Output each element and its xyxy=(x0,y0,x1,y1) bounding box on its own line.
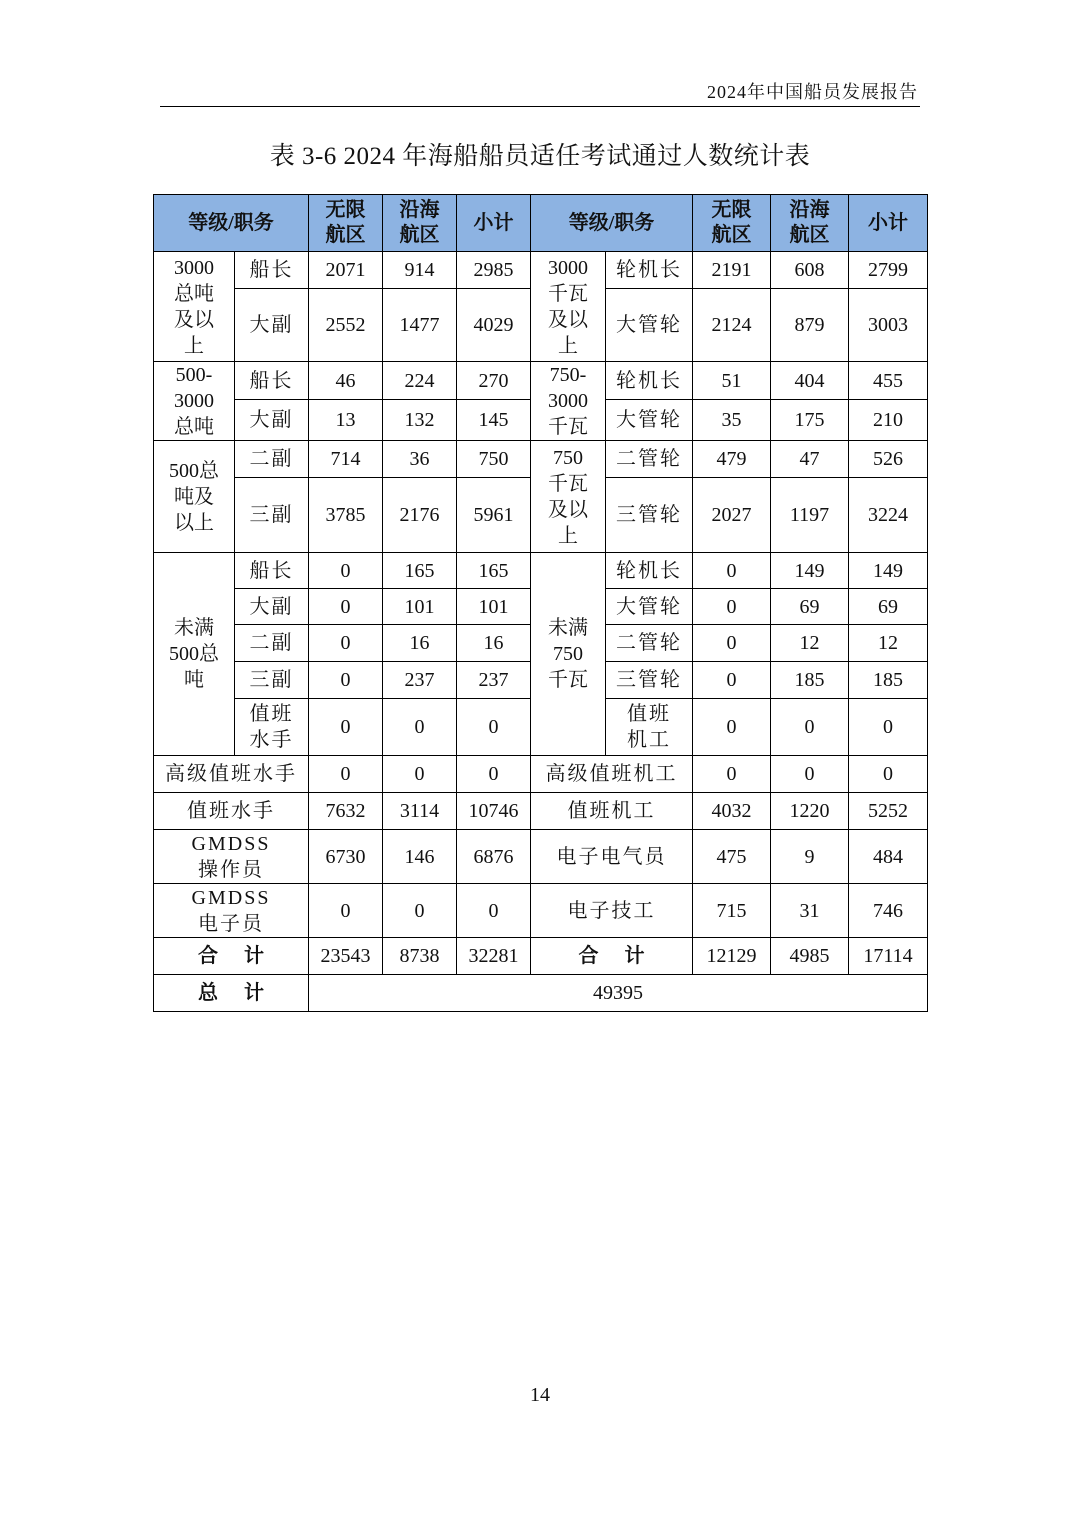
value-cell: 404 xyxy=(771,362,849,400)
deck-position: 船长 xyxy=(235,362,309,400)
deck-rating-label: 高级值班水手 xyxy=(154,756,309,793)
table-row xyxy=(154,884,928,938)
deck-tonnage-group: 500总 吨及 以上 xyxy=(154,441,235,553)
value-cell: 3785 xyxy=(309,478,383,553)
value-cell: 0 xyxy=(849,699,928,756)
value-cell: 2071 xyxy=(309,252,383,289)
engine-rating-label: 值班机工 xyxy=(531,793,693,830)
value-cell: 101 xyxy=(383,589,457,625)
value-cell: 0 xyxy=(383,884,457,938)
value-cell: 149 xyxy=(849,553,928,589)
total-label: 合计 xyxy=(154,938,309,975)
value-cell: 0 xyxy=(849,756,928,793)
value-cell: 0 xyxy=(457,756,531,793)
value-cell: 7632 xyxy=(309,793,383,830)
value-cell: 224 xyxy=(383,362,457,400)
engine-position: 大管轮 xyxy=(606,589,693,625)
value-cell: 149 xyxy=(771,553,849,589)
engine-position: 三管轮 xyxy=(606,478,693,553)
value-cell: 0 xyxy=(383,699,457,756)
value-cell: 9 xyxy=(771,830,849,884)
table-row xyxy=(154,553,928,589)
deck-rating-label: GMDSS 电子员 xyxy=(154,884,309,938)
deck-rating-label: GMDSS 操作员 xyxy=(154,830,309,884)
header-rule xyxy=(160,106,920,107)
value-cell: 146 xyxy=(383,830,457,884)
value-cell: 0 xyxy=(693,699,771,756)
value-cell: 0 xyxy=(771,756,849,793)
total-value: 4985 xyxy=(771,938,849,975)
deck-position: 大副 xyxy=(235,589,309,625)
deck-position: 三副 xyxy=(235,478,309,553)
value-cell: 3003 xyxy=(849,289,928,362)
value-cell: 608 xyxy=(771,252,849,289)
value-cell: 5252 xyxy=(849,793,928,830)
value-cell: 12 xyxy=(771,625,849,662)
total-label: 合计 xyxy=(531,938,693,975)
header-subtotal: 小计 xyxy=(457,195,531,252)
value-cell: 175 xyxy=(771,400,849,441)
engine-power-group: 750- 3000 千瓦 xyxy=(531,362,606,441)
deck-rating-label: 值班水手 xyxy=(154,793,309,830)
value-cell: 31 xyxy=(771,884,849,938)
deck-position: 船长 xyxy=(235,553,309,589)
value-cell: 0 xyxy=(309,662,383,699)
engine-position: 大管轮 xyxy=(606,400,693,441)
total-value: 8738 xyxy=(383,938,457,975)
value-cell: 69 xyxy=(849,589,928,625)
engine-power-group: 3000 千瓦 及以 上 xyxy=(531,252,606,362)
table-row xyxy=(154,830,928,884)
value-cell: 4029 xyxy=(457,289,531,362)
value-cell: 47 xyxy=(771,441,849,478)
deck-position: 三副 xyxy=(235,662,309,699)
total-value: 32281 xyxy=(457,938,531,975)
value-cell: 484 xyxy=(849,830,928,884)
value-cell: 1197 xyxy=(771,478,849,553)
value-cell: 0 xyxy=(693,553,771,589)
header-subtotal: 小计 xyxy=(849,195,928,252)
value-cell: 10746 xyxy=(457,793,531,830)
value-cell: 475 xyxy=(693,830,771,884)
value-cell: 5961 xyxy=(457,478,531,553)
value-cell: 2027 xyxy=(693,478,771,553)
table-row xyxy=(154,938,928,975)
value-cell: 165 xyxy=(383,553,457,589)
grand-total-value: 49395 xyxy=(309,975,928,1012)
deck-tonnage-group: 3000 总吨 及以 上 xyxy=(154,252,235,362)
value-cell: 46 xyxy=(309,362,383,400)
engine-position: 轮机长 xyxy=(606,553,693,589)
value-cell: 0 xyxy=(457,699,531,756)
value-cell: 0 xyxy=(693,625,771,662)
engine-position: 大管轮 xyxy=(606,289,693,362)
value-cell: 270 xyxy=(457,362,531,400)
exam-pass-table xyxy=(153,194,928,1012)
deck-position: 大副 xyxy=(235,289,309,362)
value-cell: 16 xyxy=(383,625,457,662)
value-cell: 210 xyxy=(849,400,928,441)
value-cell: 715 xyxy=(693,884,771,938)
value-cell: 455 xyxy=(849,362,928,400)
value-cell: 0 xyxy=(309,756,383,793)
deck-position: 值班 水手 xyxy=(235,699,309,756)
running-header: 2024年中国船员发展报告 xyxy=(707,82,918,102)
value-cell: 2176 xyxy=(383,478,457,553)
header-unlimited-area: 无限 航区 xyxy=(693,195,771,252)
engine-power-group: 未满 750 千瓦 xyxy=(531,553,606,756)
value-cell: 879 xyxy=(771,289,849,362)
table-row xyxy=(154,441,928,478)
value-cell: 101 xyxy=(457,589,531,625)
value-cell: 0 xyxy=(693,756,771,793)
table-row xyxy=(154,975,928,1012)
value-cell: 145 xyxy=(457,400,531,441)
value-cell: 6730 xyxy=(309,830,383,884)
header-grade-duty: 等级/职务 xyxy=(154,195,309,252)
value-cell: 2985 xyxy=(457,252,531,289)
value-cell: 237 xyxy=(383,662,457,699)
deck-position: 二副 xyxy=(235,441,309,478)
value-cell: 185 xyxy=(849,662,928,699)
deck-position: 二副 xyxy=(235,625,309,662)
value-cell: 0 xyxy=(309,553,383,589)
value-cell: 3114 xyxy=(383,793,457,830)
value-cell: 4032 xyxy=(693,793,771,830)
deck-tonnage-group: 未满 500总 吨 xyxy=(154,553,235,756)
engine-position: 轮机长 xyxy=(606,252,693,289)
table-caption: 表 3-6 2024 年海船船员适任考试通过人数统计表 xyxy=(269,143,811,170)
value-cell: 1477 xyxy=(383,289,457,362)
header-grade-duty: 等级/职务 xyxy=(531,195,693,252)
deck-position: 船长 xyxy=(235,252,309,289)
value-cell: 165 xyxy=(457,553,531,589)
deck-position: 大副 xyxy=(235,400,309,441)
value-cell: 746 xyxy=(849,884,928,938)
value-cell: 185 xyxy=(771,662,849,699)
engine-position: 轮机长 xyxy=(606,362,693,400)
value-cell: 914 xyxy=(383,252,457,289)
engine-rating-label: 电子技工 xyxy=(531,884,693,938)
engine-rating-label: 电子电气员 xyxy=(531,830,693,884)
value-cell: 0 xyxy=(457,884,531,938)
value-cell: 2552 xyxy=(309,289,383,362)
total-value: 12129 xyxy=(693,938,771,975)
grand-total-label: 总计 xyxy=(154,975,309,1012)
value-cell: 714 xyxy=(309,441,383,478)
engine-position: 二管轮 xyxy=(606,441,693,478)
value-cell: 0 xyxy=(693,662,771,699)
table-row xyxy=(154,793,928,830)
value-cell: 36 xyxy=(383,441,457,478)
engine-position: 三管轮 xyxy=(606,662,693,699)
value-cell: 1220 xyxy=(771,793,849,830)
deck-tonnage-group: 500- 3000 总吨 xyxy=(154,362,235,441)
value-cell: 479 xyxy=(693,441,771,478)
value-cell: 6876 xyxy=(457,830,531,884)
engine-power-group: 750 千瓦 及以 上 xyxy=(531,441,606,553)
table-row xyxy=(154,195,928,252)
header-coastal-area: 沿海 航区 xyxy=(771,195,849,252)
value-cell: 132 xyxy=(383,400,457,441)
table-row xyxy=(154,362,928,400)
value-cell: 0 xyxy=(309,589,383,625)
total-value: 23543 xyxy=(309,938,383,975)
value-cell: 0 xyxy=(771,699,849,756)
value-cell: 2799 xyxy=(849,252,928,289)
value-cell: 0 xyxy=(309,625,383,662)
value-cell: 750 xyxy=(457,441,531,478)
value-cell: 0 xyxy=(309,884,383,938)
value-cell: 51 xyxy=(693,362,771,400)
table-row xyxy=(154,252,928,289)
value-cell: 69 xyxy=(771,589,849,625)
value-cell: 13 xyxy=(309,400,383,441)
value-cell: 237 xyxy=(457,662,531,699)
total-value: 17114 xyxy=(849,938,928,975)
table-row xyxy=(154,756,928,793)
value-cell: 2191 xyxy=(693,252,771,289)
value-cell: 12 xyxy=(849,625,928,662)
value-cell: 35 xyxy=(693,400,771,441)
value-cell: 3224 xyxy=(849,478,928,553)
value-cell: 0 xyxy=(383,756,457,793)
page-number: 14 xyxy=(530,1384,550,1406)
value-cell: 0 xyxy=(693,589,771,625)
engine-position: 二管轮 xyxy=(606,625,693,662)
value-cell: 2124 xyxy=(693,289,771,362)
header-coastal-area: 沿海 航区 xyxy=(383,195,457,252)
engine-position: 值班 机工 xyxy=(606,699,693,756)
engine-rating-label: 高级值班机工 xyxy=(531,756,693,793)
value-cell: 0 xyxy=(309,699,383,756)
value-cell: 526 xyxy=(849,441,928,478)
header-unlimited-area: 无限 航区 xyxy=(309,195,383,252)
value-cell: 16 xyxy=(457,625,531,662)
